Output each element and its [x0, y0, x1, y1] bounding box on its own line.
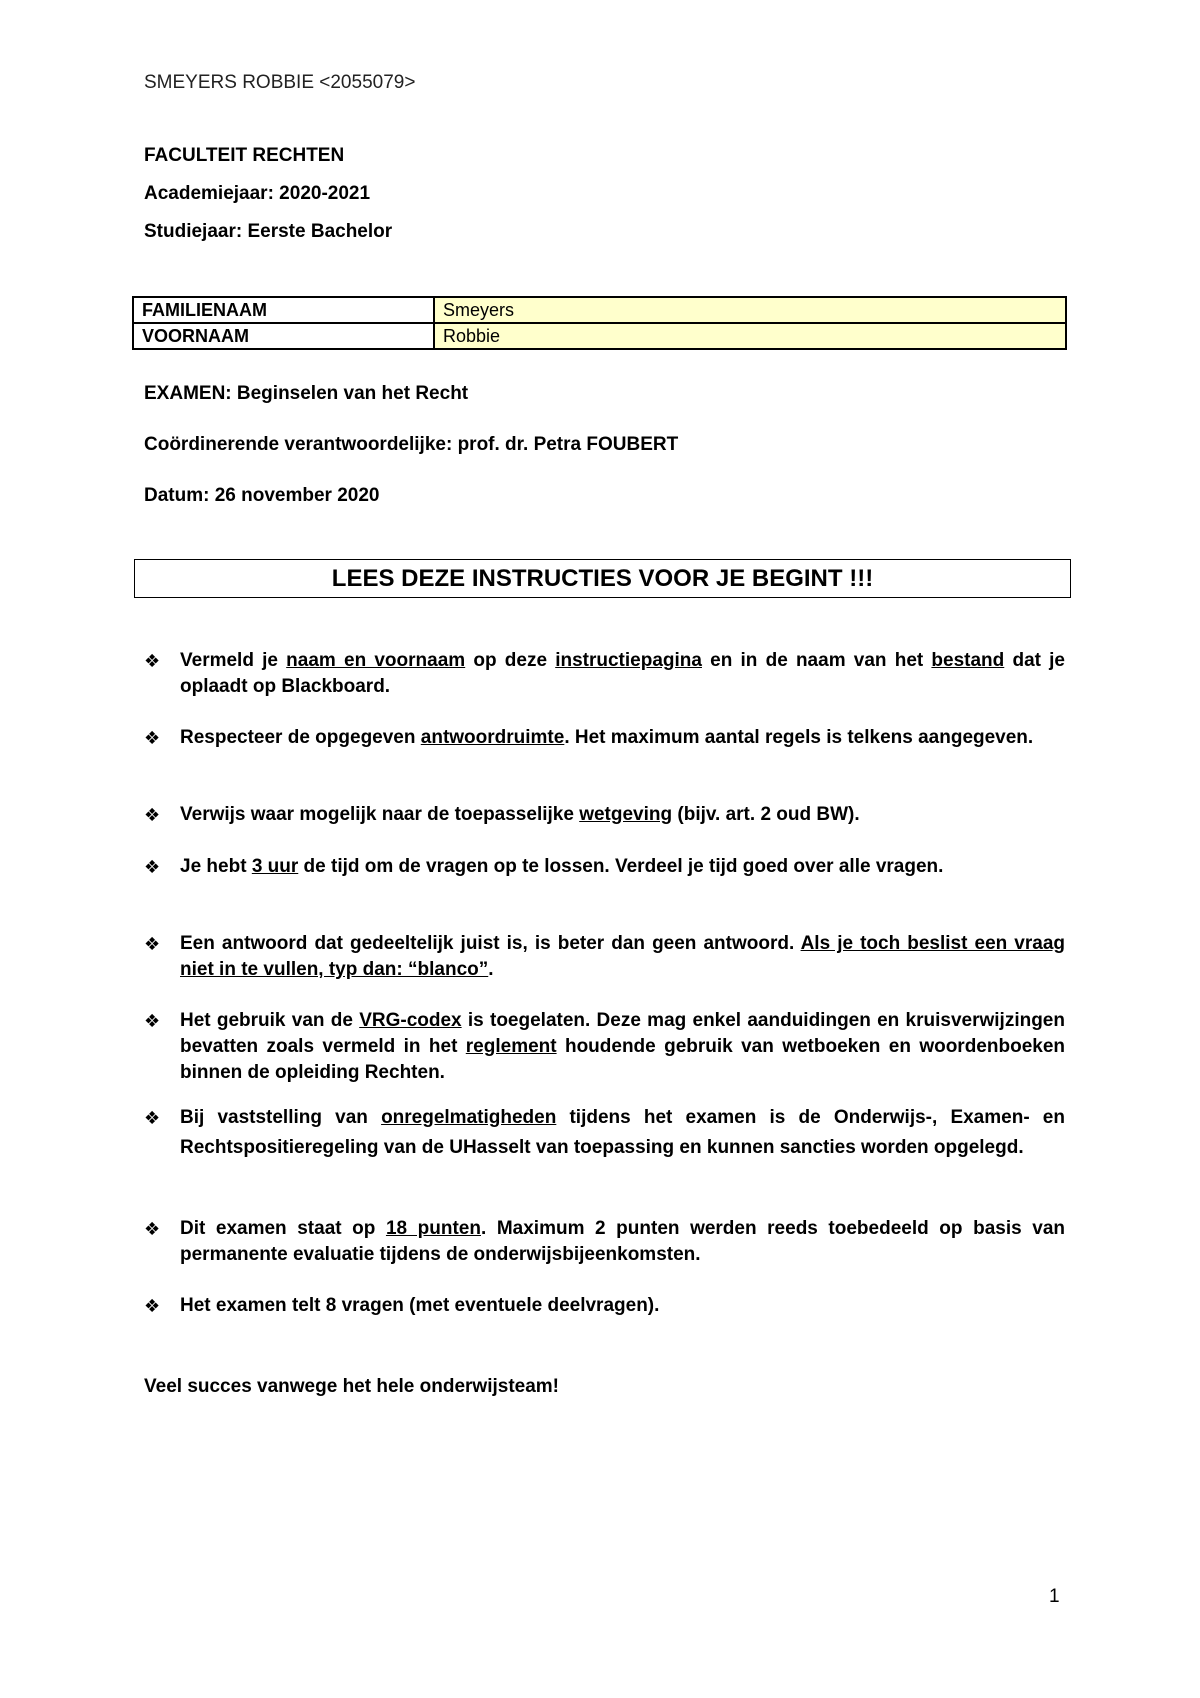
instruction-text-part: Vermeld je — [180, 650, 287, 671]
instruction-text-part: Het examen telt 8 vragen (met eventuele deelvragen). — [180, 1295, 660, 1316]
student-header: SMEYERS ROBBIE <2055079> — [144, 72, 416, 93]
instruction-text — [180, 1103, 1065, 1163]
instruction-item — [144, 725, 1065, 751]
bullet-diamond-icon: ❖ — [144, 1296, 161, 1316]
instruction-text-part: Het gebruik van de — [180, 1010, 360, 1031]
instruction-text — [180, 1216, 1065, 1268]
bullet-diamond-icon: ❖ — [144, 651, 161, 671]
instruction-text-part: . Het maximum aantal regels is telkens aangegeven. — [564, 727, 1034, 748]
bullet-diamond-icon: ❖ — [144, 1011, 161, 1031]
instruction-text-part: de tijd om de vragen op te lossen. Verdeel je tijd goed over alle vragen. — [298, 856, 944, 877]
underlined-text: antwoordruimte — [420, 727, 565, 748]
underlined-text: 3 uur — [251, 856, 299, 877]
underlined-text: onregelmatigheden — [381, 1107, 557, 1128]
instruction-text-part: Je hebt — [180, 856, 252, 877]
instruction-text-part: Bij vaststelling van — [180, 1107, 382, 1128]
instruction-item — [144, 1293, 1065, 1319]
underlined-text: 18 punten — [385, 1218, 481, 1239]
instruction-text — [180, 725, 1065, 751]
firstname-label: VOORNAAM — [133, 323, 434, 349]
instruction-item — [144, 1216, 1065, 1268]
instruction-text-part: op deze — [465, 650, 556, 671]
instructions-heading: LEES DEZE INSTRUCTIES VOOR JE BEGINT !!! — [134, 559, 1071, 598]
table-row — [133, 297, 1066, 323]
bullet-diamond-icon: ❖ — [144, 1219, 161, 1239]
underlined-text: wetgeving — [579, 804, 673, 825]
bullet-diamond-icon: ❖ — [144, 857, 161, 877]
exam-date: Datum: 26 november 2020 — [144, 485, 380, 506]
academic-year: Academiejaar: 2020-2021 — [144, 183, 371, 204]
instruction-text-part: tijdens het examen is de Onderwijs-, Examen- en Rechtspositieregeling van de UHasselt van toepassing en kunnen sancties worden opgelegd. — [180, 1107, 1065, 1158]
instruction-text — [180, 1008, 1065, 1086]
instruction-item — [144, 648, 1065, 700]
name-table — [132, 296, 1067, 350]
instruction-text — [180, 802, 1065, 828]
page-number: 1 — [1049, 1586, 1060, 1607]
instruction-text — [180, 1293, 1065, 1319]
closing-message: Veel succes vanwege het hele onderwijsteam! — [144, 1376, 560, 1397]
instruction-text-part: . — [488, 959, 494, 980]
underlined-text: reglement — [465, 1036, 557, 1057]
study-year: Studiejaar: Eerste Bachelor — [144, 221, 393, 242]
surname-value: Smeyers — [434, 297, 1066, 323]
instruction-text — [180, 854, 1065, 880]
instruction-text — [180, 648, 1065, 700]
instruction-text-part: is toegelaten. Deze mag enkel aanduidingen en kruisverwijzingen bevatten zoals vermeld in het — [180, 1010, 1065, 1057]
instruction-text-part: (bijv. art. 2 oud BW). — [672, 804, 860, 825]
surname-label: FAMILIENAAM — [133, 297, 434, 323]
table-row — [133, 323, 1066, 349]
instruction-text-part: Respecteer de opgegeven — [180, 727, 421, 748]
firstname-value: Robbie — [434, 323, 1066, 349]
instruction-text-part: Dit examen staat op — [180, 1218, 386, 1239]
instruction-text-part: Verwijs waar mogelijk naar de toepasselijke — [180, 804, 580, 825]
instruction-text-part: Een antwoord dat gedeeltelijk juist is, is beter dan geen antwoord. — [180, 933, 801, 954]
underlined-text: Als je toch beslist een vraag niet in te vullen, typ dan: “blanco” — [180, 933, 1065, 980]
instruction-item — [144, 1103, 1065, 1163]
underlined-text: VRG-codex — [359, 1010, 462, 1031]
faculty-title: FACULTEIT RECHTEN — [144, 145, 345, 166]
instruction-text-part: houdende gebruik van wetboeken en woordenboeken binnen de opleiding Rechten. — [180, 1036, 1066, 1083]
bullet-diamond-icon: ❖ — [144, 934, 161, 954]
underlined-text: instructiepagina — [555, 650, 702, 671]
underlined-text: bestand — [931, 650, 1005, 671]
exam-coordinator: Coördinerende verantwoordelijke: prof. dr. Petra FOUBERT — [144, 434, 679, 455]
bullet-diamond-icon: ❖ — [144, 805, 161, 825]
bullet-diamond-icon: ❖ — [144, 1108, 161, 1128]
instruction-item — [144, 854, 1065, 880]
instruction-text-part: en in de naam van het — [701, 650, 932, 671]
instruction-item — [144, 802, 1065, 828]
underlined-text: naam en voornaam — [286, 650, 466, 671]
instruction-text — [180, 931, 1065, 983]
instruction-text-part: . Maximum 2 punten werden reeds toebedeeld op basis van permanente evaluatie tijdens de onderwijsbijeenkomsten. — [180, 1218, 1065, 1265]
exam-title: EXAMEN: Beginselen van het Recht — [144, 383, 469, 404]
instruction-text-part: dat je oplaadt op Blackboard. — [180, 650, 1065, 697]
instruction-item — [144, 931, 1065, 983]
instruction-item — [144, 1008, 1065, 1086]
bullet-diamond-icon: ❖ — [144, 728, 161, 748]
